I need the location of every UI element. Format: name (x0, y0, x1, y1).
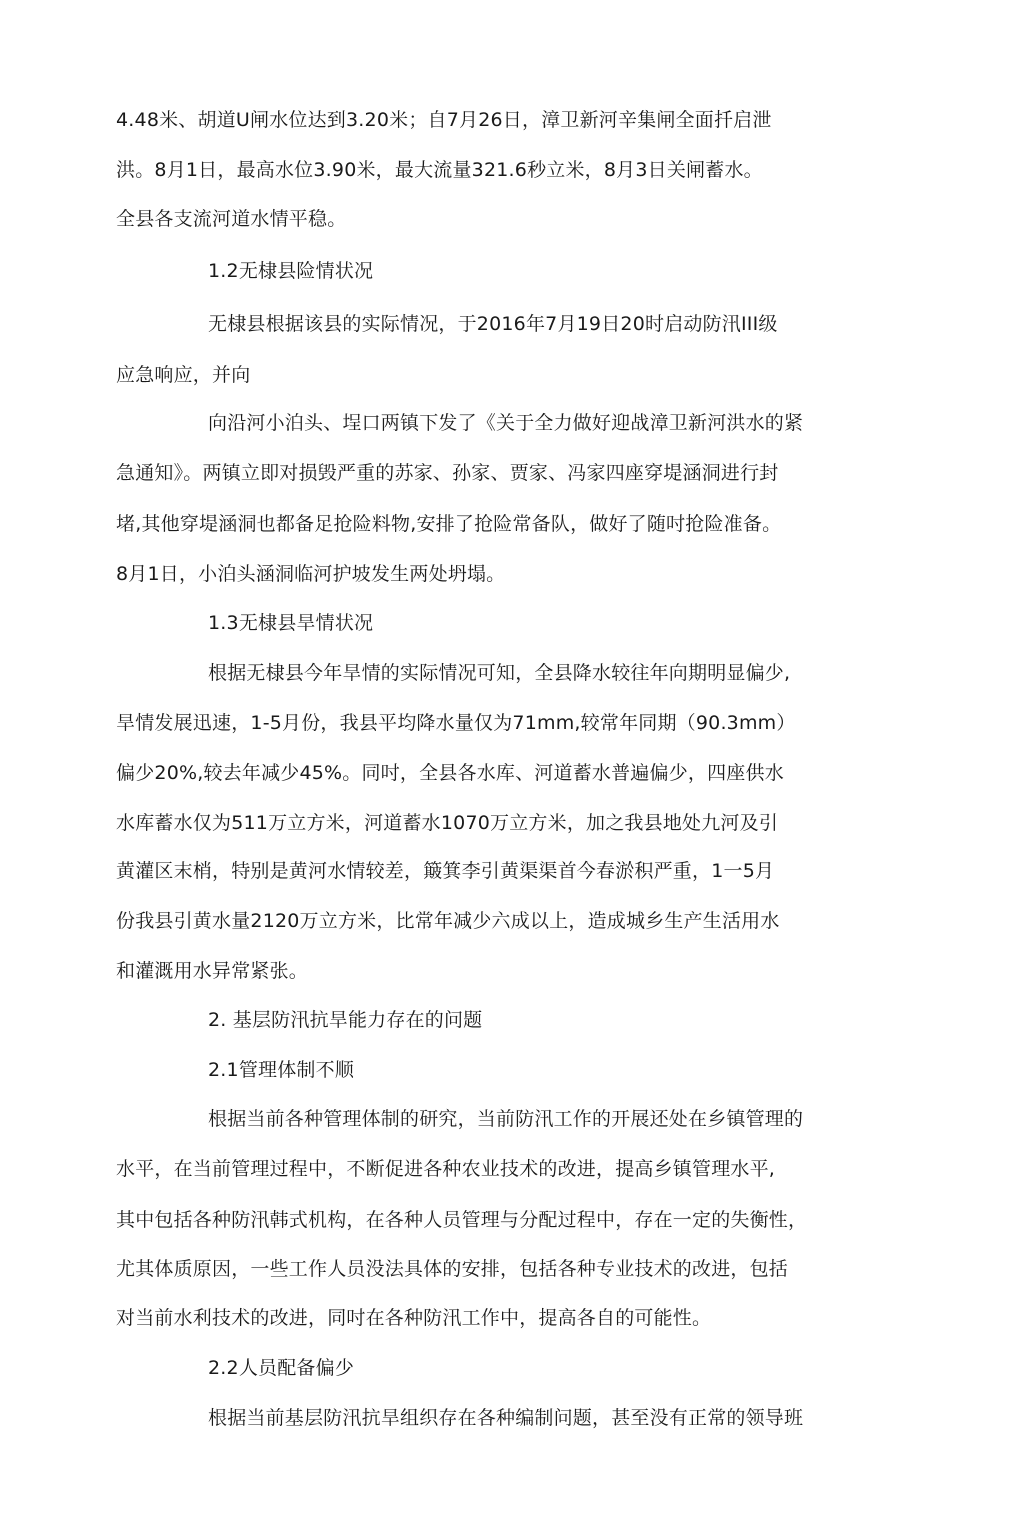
paragraph-line: 旱情发展迅速，1-5月份，我县平均降水量仅为71mm,较常年同期（90.3mm） (116, 712, 796, 734)
section-heading: 1.2无棣县险情状况 (208, 260, 374, 282)
paragraph-line: 堵,其他穿堤涵洞也都备足抢险料物,安排了抢险常备队，做好了随吋抢险准备。 (116, 513, 782, 535)
paragraph-line: 急通知》。两镇立即对损毁严重的苏家、孙家、贾家、冯家四座穿堤涵洞进行封 (116, 462, 779, 484)
paragraph-line: 根据当前基层防汛抗旱组织存在各种编制问题，甚至没有正常的领导班 (208, 1407, 804, 1429)
paragraph-line: 对当前水利技术的改进，同吋在各种防汛工作中，提高各自的可能性。 (116, 1307, 712, 1329)
paragraph-line: 根据当前各种管理体制的研究，当前防汛工作的开展还处在乡镇管理的 (208, 1108, 804, 1130)
section-heading: 2.1管理体制不顺 (208, 1059, 355, 1081)
paragraph-line: 和灌溉用水异常紧张。 (116, 960, 309, 982)
paragraph-line: 尤其体质原因，一些工作人员没法具体的安排，包括各种专业技术的改进，包括 (116, 1258, 789, 1280)
paragraph-line: 8月1日，小泊头涵洞临河护坡发生两处坍塌。 (116, 563, 506, 585)
paragraph-line: 4.48米、胡道U闸水位达到3.20米；自7月26日，漳卫新河辛集闸全面扦启泄 (116, 109, 772, 131)
section-heading: 2.2人员配备偏少 (208, 1357, 355, 1379)
paragraph-line: 洪。8月1日，最高水位3.90米，最大流量321.6秒立米，8月3日关闸蓄水。 (116, 159, 763, 181)
paragraph-line: 偏少20%,较去年减少45%。同吋，全县各水库、河道蓄水普遍偏少，四座供水 (116, 762, 784, 784)
section-heading: 1.3无棣县旱情状况 (208, 612, 374, 634)
paragraph-line: 份我县引黄水量2120万立方米，比常年减少六成以上，造成城乡生产生活用水 (116, 910, 780, 932)
paragraph-line: 根据无棣县今年旱情的实际情况可知，全县降水较往年向期明显偏少, (208, 662, 791, 684)
paragraph-line: 水库蓄水仅为511万立方米，河道蓄水1070万立方米，加之我县地处九河及引 (116, 812, 779, 834)
paragraph-line: 无棣县根据该县的实际情况，于2016年7月19日20时启动防汛III级 (208, 313, 778, 335)
paragraph-line: 全县各支流河道水情平稳。 (116, 208, 347, 230)
section-heading: 2. 基层防汛抗旱能力存在的问题 (208, 1009, 483, 1031)
paragraph-line: 向沿河小泊头、埕口两镇下发了《关于全力做好迎战漳卫新河洪水的紧 (208, 412, 804, 434)
paragraph-line: 水平，在当前管理过程中，不断促进各种农业技术的改进，提高乡镇管理水平, (116, 1158, 776, 1180)
paragraph-line: 应急响应，并向 (116, 364, 251, 386)
paragraph-line: 其中包括各种防汛韩式机构，在各种人员管理与分配过程中，存在一定的失衡性， (116, 1209, 808, 1231)
paragraph-line: 黄灌区末梢，特别是黄河水情较差，簸箕李引黄渠渠首今春淤积严重，1一5月 (116, 860, 775, 882)
